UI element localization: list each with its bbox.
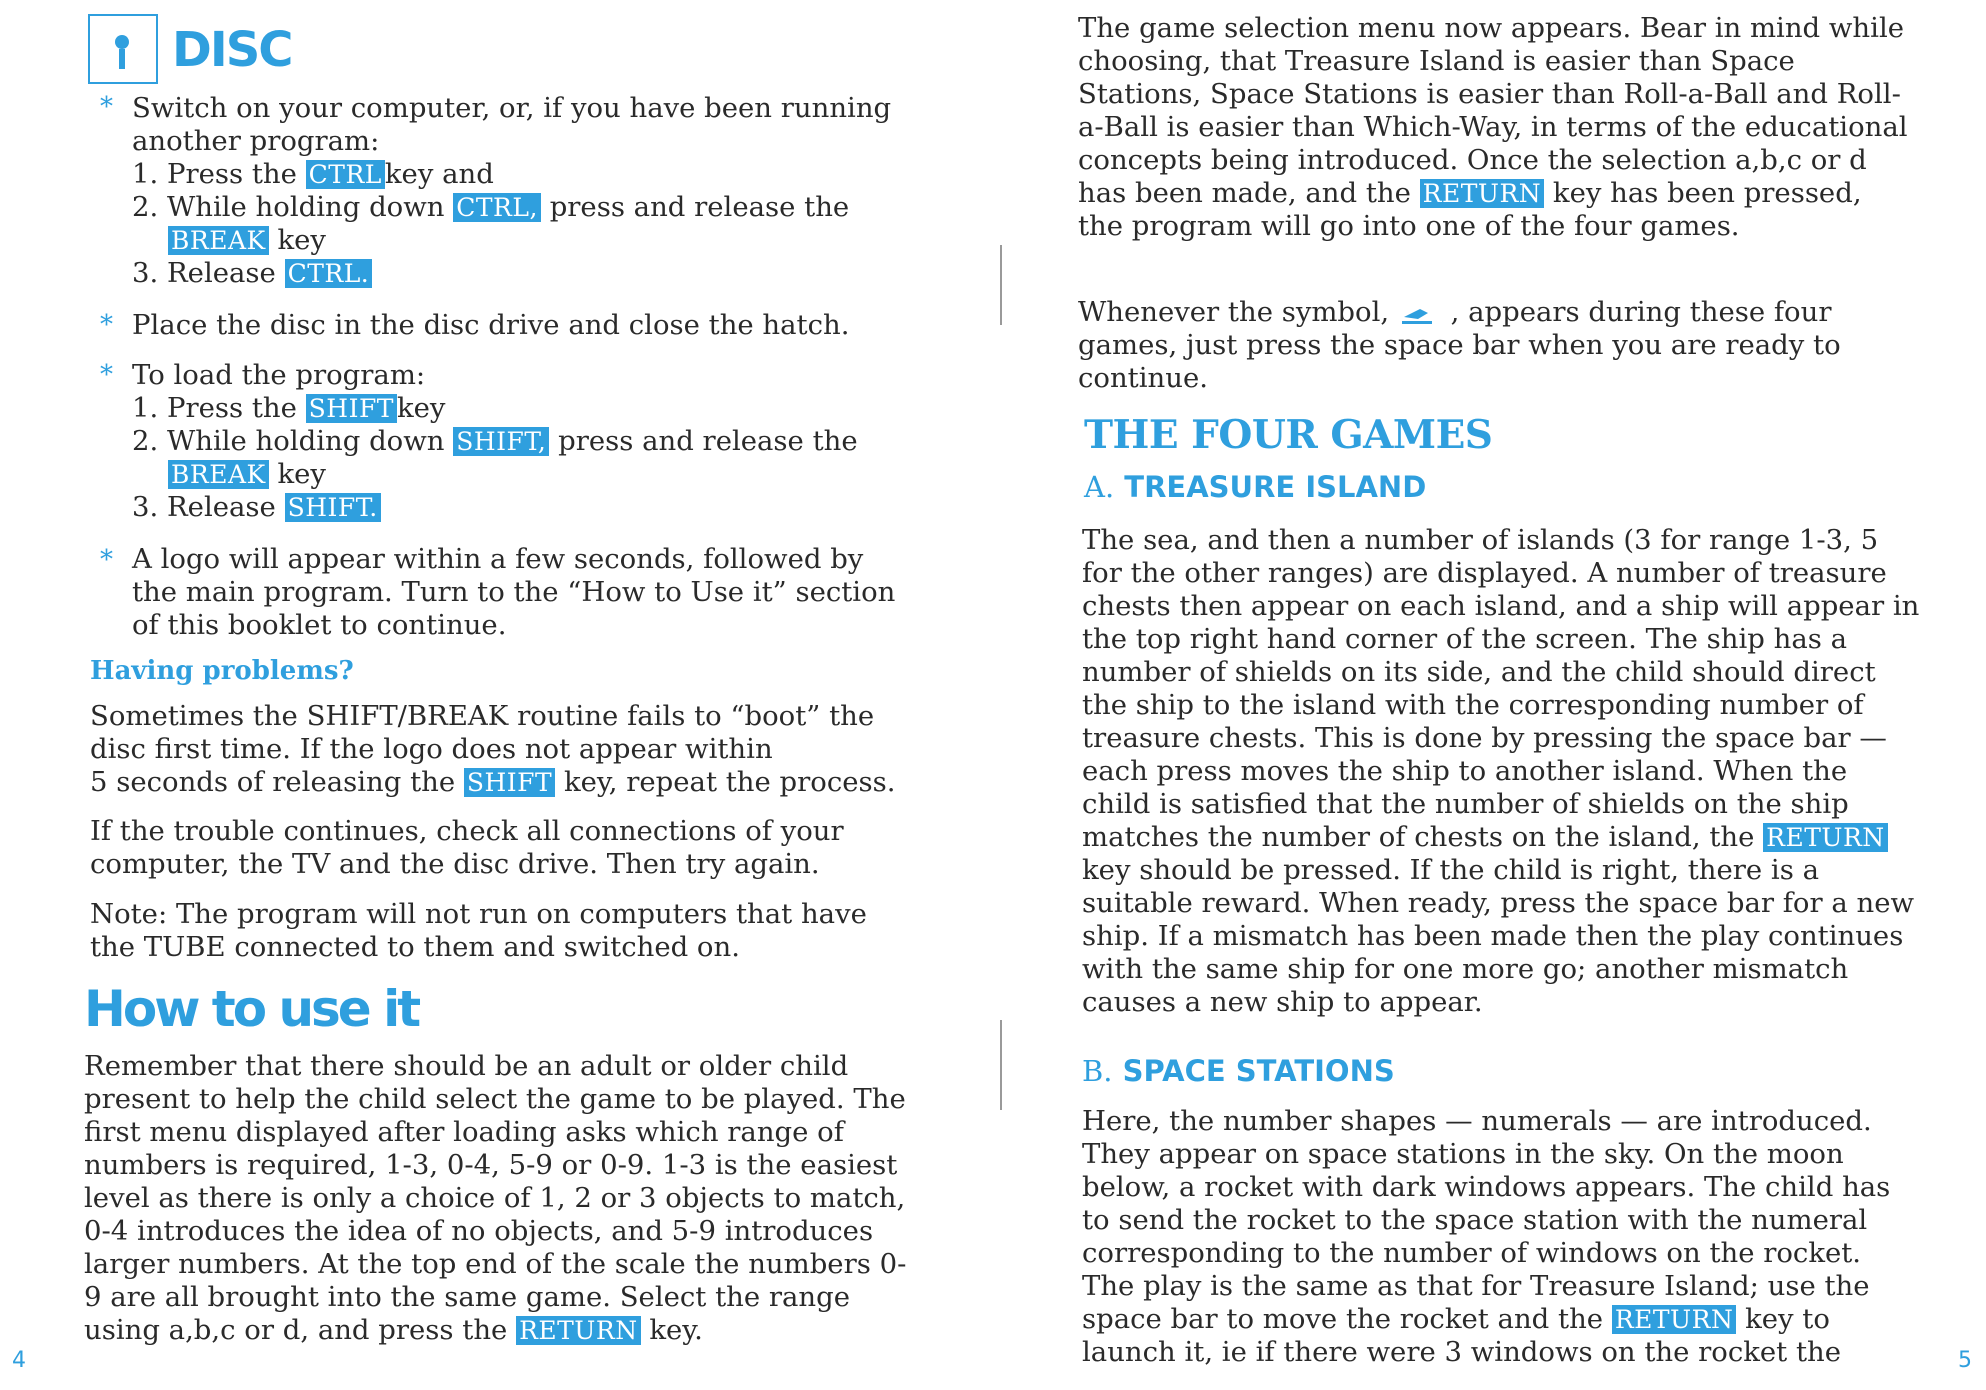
page-number: 5 [1958,1348,1972,1373]
bullet-star-icon: * [100,92,113,122]
bullet-star-icon: * [100,545,113,575]
having-problems-heading: Having problems? [90,656,354,686]
problems-paragraph-2: If the trouble continues, check all connections of your computer, the TV and the disc drive. Then try again. [90,815,844,880]
section-a-heading: A. TREASURE ISLAND [1084,470,1427,504]
shift-key: SHIFT. [285,493,381,522]
how-to-use-it-heading: How to use it [84,980,419,1038]
break-key: BREAK [168,226,269,255]
section-b-heading: B. SPACE STATIONS [1082,1054,1395,1088]
problems-paragraph-1: Sometimes the SHIFT/BREAK routine fails to “boot” the disc first time. If the logo does not appear within 5 seconds of releasing the SHIFT key, repeat the process. [90,700,896,798]
left-page [0,0,990,1390]
return-key: RETURN [1420,179,1545,208]
bullet-star-icon: * [100,310,113,340]
right-page [990,0,1986,1390]
how-to-use-paragraph: Remember that there should be an adult or older child present to help the child select the game to be played. The first menu displayed after loading asks which range of numbers is required, 1-3, 0-4, 5-9 or 0-9. 1-3 is the easiest level as there is only a choice of 1, 2 or 3 objects to match, 0-4 introduces the idea of no objects, and 5-9 introduces larger numbers. At the top end of the scale the numbers 0-9 are all brought into the same game. Select the range using a,b,c or d, and press the RETURN key. [84,1050,907,1346]
disc-icon [88,14,158,84]
page-number: 4 [12,1348,26,1373]
ctrl-key: CTRL [306,160,385,189]
bullet-4: A logo will appear within a few seconds, followed by the main program. Turn to the “How to Use it” section of this booklet to continue. [132,543,896,641]
shift-key: SHIFT [306,394,397,423]
section-a-text: The sea, and then a number of islands (3 for range 1-3, 5 for the other ranges) are displayed. A number of treasure chests then appear on each island, and a ship will appear in the top right hand corner of the screen. The ship has a number of shields on its side, and the child should direct the ship to the island with the corresponding number of treasure chests. This is done by pressing the space bar — each press moves the ship to another island. When the child is satisfied that the number of shields on the ship matches the number of chests on the island, the RETURN key should be pressed. If the child is right, there is a suitable reward. When ready, press the space bar for a new ship. If a mismatch has been made then the play continues with the same ship for one more go; another mismatch causes a new ship to appear. [1082,524,1920,1018]
menu-paragraph-2: Whenever the symbol, , appears during these four games, just press the space bar when you are ready to continue. [1078,296,1841,394]
return-key: RETURN [1612,1305,1737,1334]
shift-key: SHIFT [464,768,555,797]
disc-heading: DISC [172,22,292,78]
bullet-3-intro: To load the program: [132,359,426,391]
continue-symbol-icon [1398,302,1442,326]
break-key: BREAK [168,460,269,489]
menu-paragraph-1: The game selection menu now appears. Bear in mind while choosing, that Treasure Island is easier than Space Stations, Space Stations is easier than Roll-a-Ball and Roll-a-Ball is easier than Which-Way, in terms of the educational concepts being introduced. Once the selection a,b,c or d has been made, and the RETURN key has been pressed, the program will go into one of the four games. [1078,12,1908,242]
ctrl-key: CTRL. [285,259,373,288]
bullet-2: Place the disc in the disc drive and close the hatch. [132,309,850,341]
shift-key: SHIFT, [453,427,549,456]
section-b-text: Here, the number shapes — numerals — are introduced. They appear on space stations in the sky. On the moon below, a rocket with dark windows appears. The child has to send the rocket to the space station with the numeral corresponding to the number of windows on the rocket. The play is the same as that for Treasure Island; use the space bar to move the rocket and the RETURN key to launch it, ie if there were 3 windows on the rocket the [1082,1105,1891,1368]
return-key: RETURN [1763,823,1888,852]
bullet-1: Switch on your computer, or, if you have been running another program: 1. Press the CTRL key and 2. While holding down CTRL, press and release the BREAK key 3. Release CTRL. [132,92,912,290]
ctrl-key: CTRL, [453,193,541,222]
bullet-1-intro: Switch on your computer, or, if you have been running another program: [132,92,892,157]
four-games-heading: THE FOUR GAMES [1084,412,1493,458]
bullet-star-icon: * [100,360,113,390]
bullet-3: To load the program: 1. Press the SHIFT key 2. While holding down SHIFT, press and release the BREAK key 3. Release SHIFT. [132,359,932,524]
problems-paragraph-3: Note: The program will not run on computers that have the TUBE connected to them and switched on. [90,898,867,963]
return-key: RETURN [516,1316,641,1345]
